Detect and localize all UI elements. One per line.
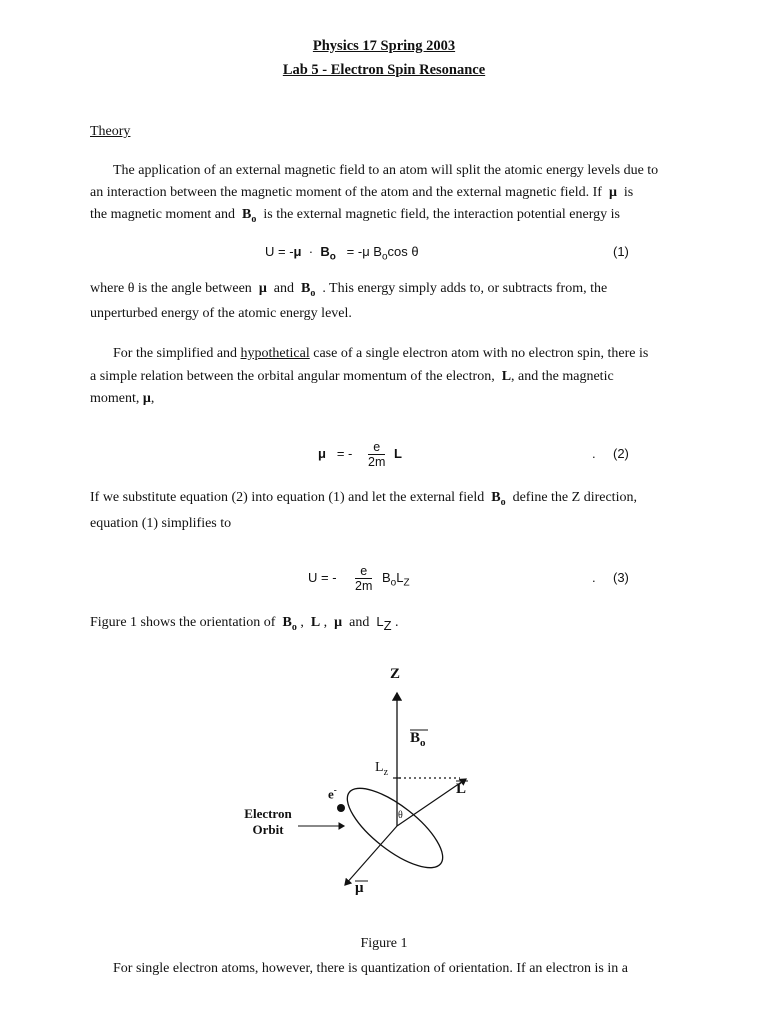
document-course-title: Physics 17 Spring 2003 — [312, 38, 456, 54]
lz-label: $L_z$ — [375, 760, 389, 778]
para3-line3: moment, μ, — [90, 391, 155, 406]
b-label: $B_o$ — [410, 730, 426, 749]
section-heading-theory: Theory — [90, 124, 131, 139]
mu-symbol: μ — [608, 185, 617, 200]
equation-1-number: (1) — [613, 244, 629, 259]
equation-2-dot: . — [592, 446, 596, 461]
document-lab-title: Lab 5 - Electron Spin Resonance — [282, 62, 486, 78]
para4-line2: equation (1) simplifies to — [90, 516, 232, 531]
electron-orbit-label: Electron Orbit — [244, 806, 292, 837]
para3-line2: a simple relation between the orbital angular momentum of the electron, L, and the magnetic — [90, 369, 614, 384]
z-axis-label: Z — [390, 666, 401, 682]
electron-label: e- — [328, 785, 337, 802]
para5-line: Figure 1 shows the orientation of $B_o$ , L , μ and $L_Z$ . — [90, 614, 399, 633]
mu-vector-arrow — [345, 826, 397, 885]
para2-line2: unperturbed energy of the atomic energy level. — [90, 306, 352, 321]
equation-3-dot: . — [592, 570, 596, 585]
equation-2: μ = - — [318, 446, 353, 461]
equation-2-fraction: $\frac{e}{2m}$ — [368, 440, 386, 469]
equation-2-number: (2) — [613, 446, 629, 461]
figure-caption: Figure 1 — [360, 936, 408, 951]
para1-line1: The application of an external magnetic field to an atom will split the atomic energy levels due to — [113, 163, 659, 178]
para2-line1: where θ is the angle between μ and $B_o$ . This energy simply adds to, or subtracts from, the — [90, 281, 608, 299]
equation-1: $U = -\mu \cdot B_o$ = -μ $B_o\cos$ θ — [265, 244, 419, 263]
para3-line1: For the simplified and hypothetical case of a single electron atom with no electron spin, there is — [113, 346, 649, 361]
equation-3-number: (3) — [613, 570, 629, 585]
electron-dot — [337, 804, 345, 812]
equation-3-rhs: $B_oL_Z$ — [382, 570, 410, 589]
mu-label: μ — [355, 880, 364, 896]
equation-3-lhs: U = - — [308, 570, 337, 585]
theta-label: θ — [398, 810, 403, 821]
para1-line2: an interaction between the magnetic moment of the atom and the external magnetic field. If μ is — [90, 185, 634, 200]
para1-line3: the magnetic moment and $B_o$ is the external magnetic field, the interaction potential energy is — [90, 207, 620, 225]
footer-text-line: For single electron atoms, however, there is quantization of orientation. If an electron is in a — [113, 961, 628, 976]
l-label: L — [456, 781, 467, 797]
para4-line1: If we substitute equation (2) into equation (1) and let the external field $B_o$ define the Z direction, — [90, 490, 637, 508]
equation-3-fraction: $\frac{e}{2m}$ — [355, 564, 373, 593]
equation-2-L: L — [394, 446, 402, 461]
